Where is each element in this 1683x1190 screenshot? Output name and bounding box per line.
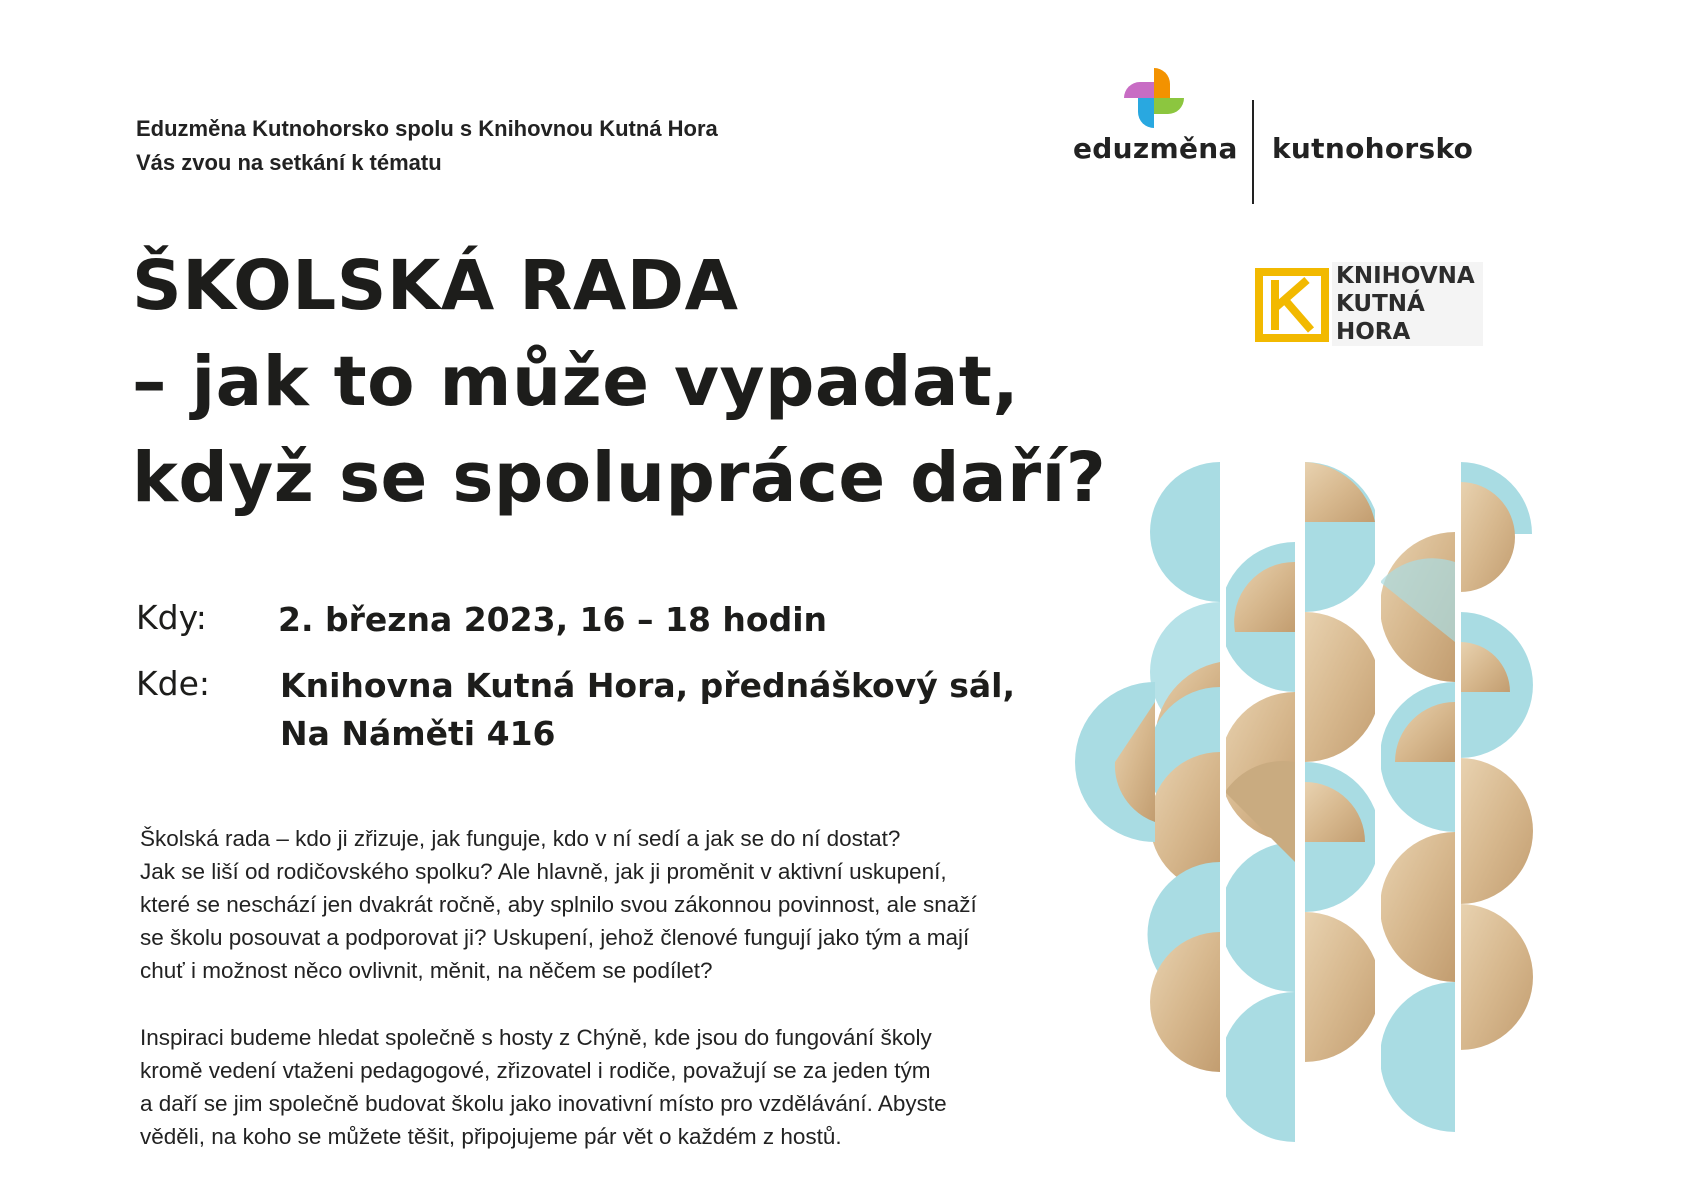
library-logo-line-2: KUTNÁ <box>1336 291 1425 317</box>
title-line-3: když se spolupráce daří? <box>132 438 1107 518</box>
kutnohorsko-logo-text: kutnohorsko <box>1272 132 1474 165</box>
para1-line: chuť i možnost něco ovlivnit, měnit, na něčem se podílet? <box>140 958 713 983</box>
intro-line-1: Eduzměna Kutnohorsko spolu s Knihovnou Kutná Hora <box>136 116 718 141</box>
intro-line-2: Vás zvou na setkání k tématu <box>136 150 442 175</box>
para1-line: Jak se liší od rodičovského spolku? Ale hlavně, jak ji proměnit v aktivní uskupení, <box>140 859 947 884</box>
title-line-1: ŠKOLSKÁ RADA <box>132 246 739 326</box>
library-logo-line-1: KNIHOVNA <box>1336 263 1475 289</box>
where-value <box>280 662 1015 758</box>
eduzmena-logo-text: eduzměna <box>1073 132 1238 165</box>
para2-line: a daří se jim společně budovat školu jako inovativní místo pro vzdělávání. Abyste <box>140 1091 947 1116</box>
where-line-1: Knihovna Kutná Hora, přednáškový sál, <box>280 666 1015 705</box>
where-line-2: Na Náměti 416 <box>280 714 556 753</box>
logo-divider <box>1252 100 1254 204</box>
body-paragraph-2 <box>140 1021 947 1153</box>
para1-line: Školská rada – kdo ji zřizuje, jak funguje, kdo v ní sedí a jak se do ní dostat? <box>140 826 901 851</box>
title-line-2: – jak to může vypadat, <box>132 342 1020 422</box>
puzzle-pieces-illustration <box>1075 462 1533 1150</box>
when-label: Kdy: <box>136 598 207 637</box>
para1-line: se školu posouvat a podporovat ji? Uskupení, jehož členové fungují jako tým a mají <box>140 925 970 950</box>
para2-line: kromě vedení vtaženi pedagogové, zřizovatel i rodiče, považují se za jeden tým <box>140 1058 931 1083</box>
puzzle-column-5 <box>1460 462 1533 1050</box>
library-logo-line-3: HORA <box>1336 319 1411 345</box>
where-label: Kde: <box>136 664 211 703</box>
library-k-logo-icon <box>1255 268 1329 342</box>
para1-line: které se neschází jen dvakrát ročně, aby splnilo svou zákonnou povinnost, ale snaží <box>140 892 977 917</box>
body-paragraph-1 <box>140 822 977 987</box>
puzzle-column-4 <box>1380 532 1455 1132</box>
para2-line: věděli, na koho se můžete těšit, připojujeme pár vět o každém z hostů. <box>140 1124 842 1149</box>
library-logo-text <box>1332 262 1483 346</box>
para2-line: Inspiraci budeme hledat společně s hosty z Chýně, kde jsou do fungování školy <box>140 1025 932 1050</box>
when-value: 2. března 2023, 16 – 18 hodin <box>278 600 827 639</box>
puzzle-column-1 <box>1075 462 1220 1072</box>
puzzle-column-2 <box>1220 542 1295 1142</box>
intro-text <box>136 112 718 180</box>
puzzle-column-3 <box>1305 462 1380 1062</box>
pinwheel-logo-icon <box>1118 62 1190 134</box>
page-title <box>132 238 1106 526</box>
